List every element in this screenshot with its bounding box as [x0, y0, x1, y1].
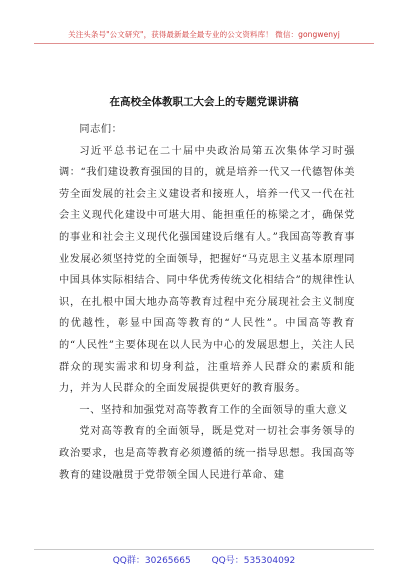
header-divider [34, 43, 374, 44]
body-paragraph: 党对高等教育的全面领导，既是党对一切社会事务领导的政治要求，也是高等教育必须遵循的统一指导思想。我国高等教育的建设融贯于党带领全国人民进行革命、建 [59, 426, 355, 481]
section-heading: 一、坚持和加强党对高等教育工作的全面领导的重大意义 [79, 404, 348, 416]
salutation: 同志们： [79, 124, 123, 135]
footer-qq-number: QQ号：535304092 [211, 556, 296, 566]
header-promo-text: 关注头条号"公文研究"，获得最新最全最专业的公文资料库！ 微信：gongwenyj [68, 30, 340, 39]
document-title: 在高校全体教职工大会上的专题党课讲稿 [109, 96, 299, 108]
footer-qq-group: QQ群：30265665 [112, 556, 191, 566]
page-footer [0, 553, 408, 566]
document-body [59, 119, 355, 486]
page-header [0, 0, 408, 46]
footer-divider [34, 549, 374, 550]
body-paragraph: 习近平总书记在二十届中央政治局第五次集体学习时强调：“我们建设教育强国的目的，就是培养一代又一代德智体美劳全面发展的社会主义建设者和接班人，培养一代又一代在社会主义现代化建设中可堪大用、能担重任的栋梁之才，确保党的事业和社会主义现代化强国建设后继有人。”我国高等教育事业发展必须坚持党的全面领导，把握好“马克思主义基本原理同中国具体实际相结合、同中华优秀传统文化相结合”的规律性认识，在扎根中国大地办高等教育过程中充分展现社会主义制度的优越性，彰显中国高等教育的“人民性”。中国高等教育的“人民性”主要体现在以人民为中心的发展思想上，关注人民群众的现实需求和切身利益，注重培养人民群众的素质和能力，并为人民群众的全面发展提供更好的教育服务。 [59, 145, 355, 395]
